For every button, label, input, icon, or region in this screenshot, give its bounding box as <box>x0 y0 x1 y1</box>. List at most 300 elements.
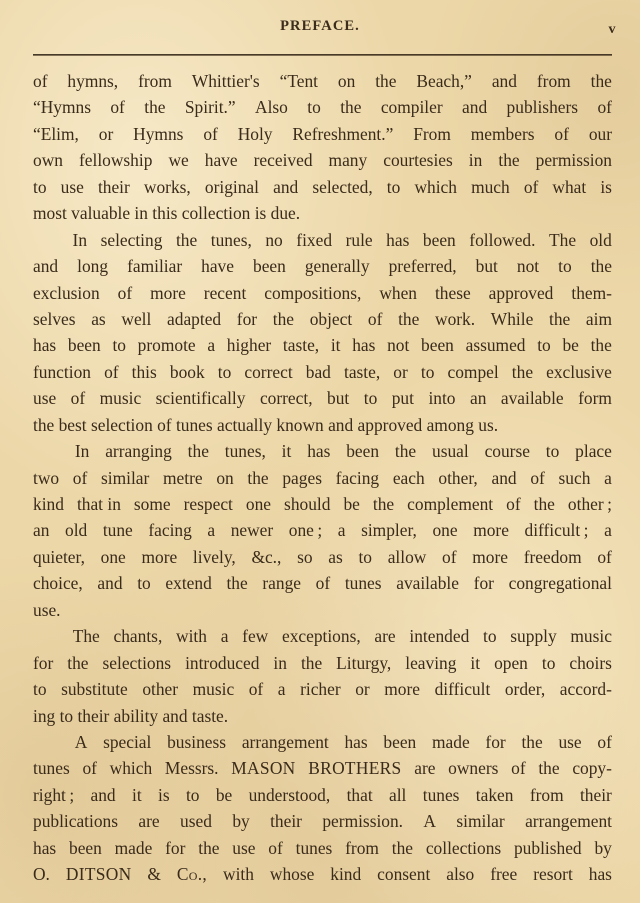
word: complement <box>407 494 494 514</box>
word: from <box>529 784 564 805</box>
word: publishers <box>506 97 579 118</box>
word: of <box>597 97 612 118</box>
word: the <box>247 467 269 488</box>
word: music <box>570 626 612 647</box>
word: tunes, <box>210 229 252 250</box>
para-arranging-tunes <box>33 438 612 623</box>
word: of <box>597 731 612 752</box>
word: well <box>121 308 152 329</box>
word: permission. <box>322 811 404 832</box>
word: be <box>343 494 360 514</box>
word: tune <box>102 520 133 541</box>
word: exclusion <box>33 282 100 303</box>
word: no <box>265 229 283 250</box>
word: taken <box>475 784 514 805</box>
word: of <box>117 282 133 303</box>
word: more <box>150 282 186 303</box>
text-line <box>33 253 612 279</box>
word: the <box>187 441 209 462</box>
word: as <box>91 308 106 329</box>
word: to <box>386 176 401 197</box>
word: metre <box>163 467 203 488</box>
word: and <box>273 176 299 197</box>
word: not <box>516 256 540 277</box>
word: made <box>114 837 153 858</box>
word: of <box>203 123 218 144</box>
word: as <box>328 546 343 567</box>
word: of <box>70 388 86 409</box>
word: of <box>597 546 612 567</box>
word: their <box>270 811 302 832</box>
paragraph-indent <box>33 438 59 464</box>
word: exclusive <box>546 361 612 382</box>
word: other ; <box>567 494 612 514</box>
word: & <box>147 864 161 885</box>
word: a <box>337 520 346 541</box>
word: Spirit.” <box>184 97 236 118</box>
word: their <box>97 176 130 197</box>
word: the <box>590 71 612 91</box>
word: open <box>494 652 528 673</box>
word: are <box>138 811 160 832</box>
word: to <box>420 361 435 382</box>
word: to <box>358 546 372 567</box>
word: the <box>226 573 248 594</box>
word: followed. <box>469 229 536 250</box>
text-line <box>33 623 612 649</box>
word: taste, <box>343 361 381 382</box>
word: of <box>248 679 264 700</box>
word: the <box>398 308 420 329</box>
paragraph-indent <box>33 729 59 755</box>
word: has <box>33 335 57 356</box>
word: be <box>562 335 579 356</box>
word: these <box>434 282 471 303</box>
word: exceptions, <box>281 626 361 647</box>
word: we <box>168 150 189 171</box>
word: the <box>590 335 612 356</box>
word: pages <box>282 467 322 488</box>
word: works, <box>143 176 191 197</box>
word: members <box>470 123 535 144</box>
word: the <box>590 256 612 277</box>
word: of <box>82 758 97 779</box>
word: two <box>33 467 60 488</box>
word: to <box>545 441 560 462</box>
word: tunes, <box>224 441 266 462</box>
word: the <box>375 71 397 91</box>
header-divider-rule <box>33 54 612 56</box>
word: also <box>446 864 475 885</box>
word: use. <box>33 599 61 620</box>
word: or <box>355 679 370 700</box>
text-line <box>33 570 612 596</box>
para-chants <box>33 623 612 729</box>
paragraph-indent <box>33 623 59 649</box>
word: higher <box>226 335 272 356</box>
word: scientifically <box>155 388 246 409</box>
word: in <box>273 652 287 673</box>
text-line <box>33 332 612 358</box>
word: one <box>245 494 272 514</box>
word: Holy <box>237 123 273 144</box>
word: from <box>138 71 172 91</box>
word: place <box>575 441 612 462</box>
word: correct <box>244 361 293 382</box>
word: the <box>498 150 520 171</box>
word: has <box>386 229 410 250</box>
word: published <box>513 837 582 858</box>
word: of <box>104 361 119 382</box>
word: for <box>236 308 258 329</box>
word: to <box>217 361 232 382</box>
word: has <box>588 864 612 885</box>
word: of <box>511 758 526 779</box>
para-business-arrangement <box>33 729 612 888</box>
word: music <box>99 388 142 409</box>
word: rule <box>345 229 373 250</box>
word: of <box>530 467 545 488</box>
text-line <box>33 808 612 834</box>
word: intended <box>409 626 470 647</box>
word: is <box>158 784 170 805</box>
word: O. <box>33 864 50 885</box>
word: facing <box>148 520 192 541</box>
word: many <box>328 150 368 171</box>
word: From <box>413 123 451 144</box>
word: to <box>537 335 551 356</box>
word: are <box>374 626 396 647</box>
word: BROTHERS <box>308 758 402 779</box>
word: selecting <box>100 229 163 250</box>
word: and <box>33 256 59 277</box>
text-line <box>33 544 612 570</box>
word: selected, <box>312 176 373 197</box>
word: one ; <box>288 520 323 541</box>
word: be <box>215 784 233 805</box>
word: for <box>473 573 494 594</box>
word: from <box>536 71 571 91</box>
word: and <box>90 784 116 805</box>
word: The <box>72 626 100 647</box>
word: such <box>558 467 591 488</box>
word: work. <box>435 308 476 329</box>
word: selves <box>33 308 76 329</box>
word: of <box>72 467 88 488</box>
word: difficult <box>434 679 491 700</box>
text-line <box>33 861 612 887</box>
word: special <box>103 731 152 752</box>
word: of <box>33 71 48 91</box>
body-text-block <box>33 68 612 888</box>
word: available <box>500 388 564 409</box>
word: to <box>185 784 200 805</box>
word: that <box>346 784 373 805</box>
word: a <box>604 467 612 488</box>
word: compiler <box>380 97 443 118</box>
word: object <box>309 308 353 329</box>
word: Liturgy, <box>336 652 392 673</box>
text-line <box>33 147 612 173</box>
word: original <box>204 176 259 197</box>
word: and <box>462 97 488 118</box>
word: it <box>131 784 142 805</box>
word: recent <box>203 282 247 303</box>
word: by <box>232 811 250 832</box>
word: been <box>383 731 417 752</box>
word: it <box>330 335 341 356</box>
page-number: v <box>608 22 616 37</box>
word: more <box>141 546 178 567</box>
word: has <box>344 731 368 752</box>
word: the <box>175 229 198 250</box>
word: old <box>65 520 88 541</box>
text-line <box>33 782 612 808</box>
word: to <box>137 573 151 594</box>
word: to <box>33 176 47 197</box>
text-line <box>33 200 612 226</box>
word: the <box>511 361 534 382</box>
word: been <box>422 229 456 250</box>
word: the <box>538 758 560 779</box>
word: the <box>548 308 571 329</box>
word: “Tent <box>279 71 318 91</box>
word: supply <box>510 626 557 647</box>
word: form <box>578 388 612 409</box>
word: MASON <box>231 758 296 779</box>
word: of <box>523 176 539 197</box>
word: use <box>60 176 84 197</box>
word: by <box>594 837 612 858</box>
word: and <box>97 573 123 594</box>
word: own <box>33 150 63 171</box>
word: newer <box>230 520 274 541</box>
word: arrangement <box>241 731 329 752</box>
word: resort <box>533 864 573 885</box>
text-line <box>33 412 612 438</box>
word: most valuable in this collection is due. <box>33 203 301 224</box>
word: In <box>74 441 90 462</box>
word: In <box>72 229 88 250</box>
word: received <box>253 150 313 171</box>
word: to <box>33 679 47 700</box>
word: the <box>272 308 295 329</box>
word: their <box>579 784 612 805</box>
word: available <box>396 573 459 594</box>
word: collections <box>425 837 502 858</box>
word: long <box>77 256 109 277</box>
word: which <box>414 176 457 197</box>
word: the <box>198 837 220 858</box>
word: made <box>432 731 470 752</box>
word: the <box>394 441 417 462</box>
word: leaving <box>405 652 457 673</box>
word: permission <box>535 150 612 171</box>
word: to <box>363 388 378 409</box>
text-line <box>33 755 612 781</box>
word: one <box>432 520 458 541</box>
word: other <box>142 679 179 700</box>
word: tunes <box>33 758 70 779</box>
word: has <box>352 335 376 356</box>
word: choirs <box>569 652 612 673</box>
text-line <box>33 517 612 543</box>
word: “Elim, <box>33 123 79 144</box>
word: whose <box>269 864 315 885</box>
text-line <box>33 676 612 702</box>
word: The <box>549 229 577 250</box>
word: of <box>554 123 569 144</box>
word: used <box>180 811 212 832</box>
text-line <box>33 835 612 861</box>
text-line <box>33 306 612 332</box>
text-line <box>33 68 612 94</box>
word: has <box>33 837 57 858</box>
word: fixed <box>296 229 333 250</box>
word: kind <box>33 494 64 514</box>
word: what <box>552 176 587 197</box>
word: copy- <box>572 758 612 779</box>
word: been <box>346 441 380 462</box>
word: &c., <box>251 546 282 567</box>
word: been <box>253 256 286 277</box>
text-line <box>33 597 612 623</box>
word: compositions, <box>264 282 362 303</box>
word: from <box>345 837 379 858</box>
word: the <box>533 494 555 514</box>
text-line <box>33 729 612 755</box>
word: quieter, <box>33 546 85 567</box>
word: for <box>33 652 54 673</box>
running-head <box>0 18 640 42</box>
word: use <box>232 837 256 858</box>
word: of <box>315 573 331 594</box>
word: the best selection of tunes actually known and approved among us. <box>33 414 499 435</box>
text-line <box>33 703 612 729</box>
word: is <box>600 176 612 197</box>
paragraph-indent <box>33 227 59 253</box>
word: on <box>216 467 234 488</box>
word: our <box>588 123 612 144</box>
word: substitute <box>61 679 128 700</box>
word: been <box>69 837 102 858</box>
word: of <box>442 546 457 567</box>
word: each <box>392 467 425 488</box>
word: simpler, <box>361 520 417 541</box>
word: a <box>207 520 216 541</box>
word: to <box>541 652 556 673</box>
text-line <box>33 94 612 120</box>
word: freedom <box>523 546 582 567</box>
word: so <box>297 546 313 567</box>
word: one <box>100 546 126 567</box>
text-line <box>33 650 612 676</box>
word: arrangement <box>525 811 612 832</box>
word: been <box>421 335 454 356</box>
word: are <box>414 758 436 779</box>
word: the <box>521 731 543 752</box>
word: book <box>169 361 205 382</box>
word: course <box>484 441 530 462</box>
word: selections <box>102 652 172 673</box>
word: tunes <box>422 784 460 805</box>
word: more <box>473 520 509 541</box>
text-line <box>33 280 612 306</box>
word: or <box>393 361 408 382</box>
word: preferred, <box>388 256 457 277</box>
word: order, <box>504 679 546 700</box>
word: the <box>372 494 395 514</box>
word: has <box>307 441 331 462</box>
word: function <box>33 361 91 382</box>
para-selecting-tunes <box>33 227 612 439</box>
word: usual <box>432 441 469 462</box>
word: it <box>281 441 292 462</box>
word: an <box>469 388 487 409</box>
word: bad <box>305 361 331 382</box>
word: consent <box>377 864 431 885</box>
word: familiar <box>127 256 183 277</box>
word: correct, <box>259 388 313 409</box>
word: to <box>483 626 497 647</box>
word: of <box>367 308 383 329</box>
word: a <box>207 335 216 356</box>
word: into <box>428 388 456 409</box>
word: for <box>485 731 506 752</box>
word: While <box>490 308 534 329</box>
word: of <box>506 494 521 514</box>
word: have <box>204 150 238 171</box>
word: more <box>472 546 508 567</box>
word: introduced <box>185 652 260 673</box>
word: taste, <box>282 335 320 356</box>
word: A <box>74 731 88 752</box>
word: use <box>33 388 57 409</box>
word: it <box>470 652 481 673</box>
word: similar <box>101 467 150 488</box>
text-line <box>33 227 612 253</box>
word: to <box>112 335 126 356</box>
word: generally <box>304 256 370 277</box>
word: fellowship <box>78 150 153 171</box>
word: the <box>300 652 323 673</box>
word: the <box>144 97 166 118</box>
word: or <box>98 123 114 144</box>
word: arranging <box>105 441 172 462</box>
word: use <box>558 731 582 752</box>
word: some <box>133 494 171 514</box>
word: hymns, <box>67 71 119 91</box>
word: to <box>307 97 321 118</box>
word: A <box>423 811 436 832</box>
word: put <box>391 388 414 409</box>
text-line <box>33 438 612 464</box>
word: with <box>176 626 207 647</box>
word: difficult ; <box>524 520 589 541</box>
word: similar <box>456 811 505 832</box>
word: Whittier's <box>191 71 260 91</box>
word: free <box>490 864 518 885</box>
word: much <box>471 176 510 197</box>
word: them- <box>571 282 612 303</box>
word: understood, <box>248 784 331 805</box>
word: approved <box>488 282 554 303</box>
word: music <box>192 679 235 700</box>
word: an <box>33 520 50 541</box>
word: but <box>327 388 350 409</box>
word: Co., <box>176 864 208 885</box>
word: right ; <box>33 784 75 805</box>
